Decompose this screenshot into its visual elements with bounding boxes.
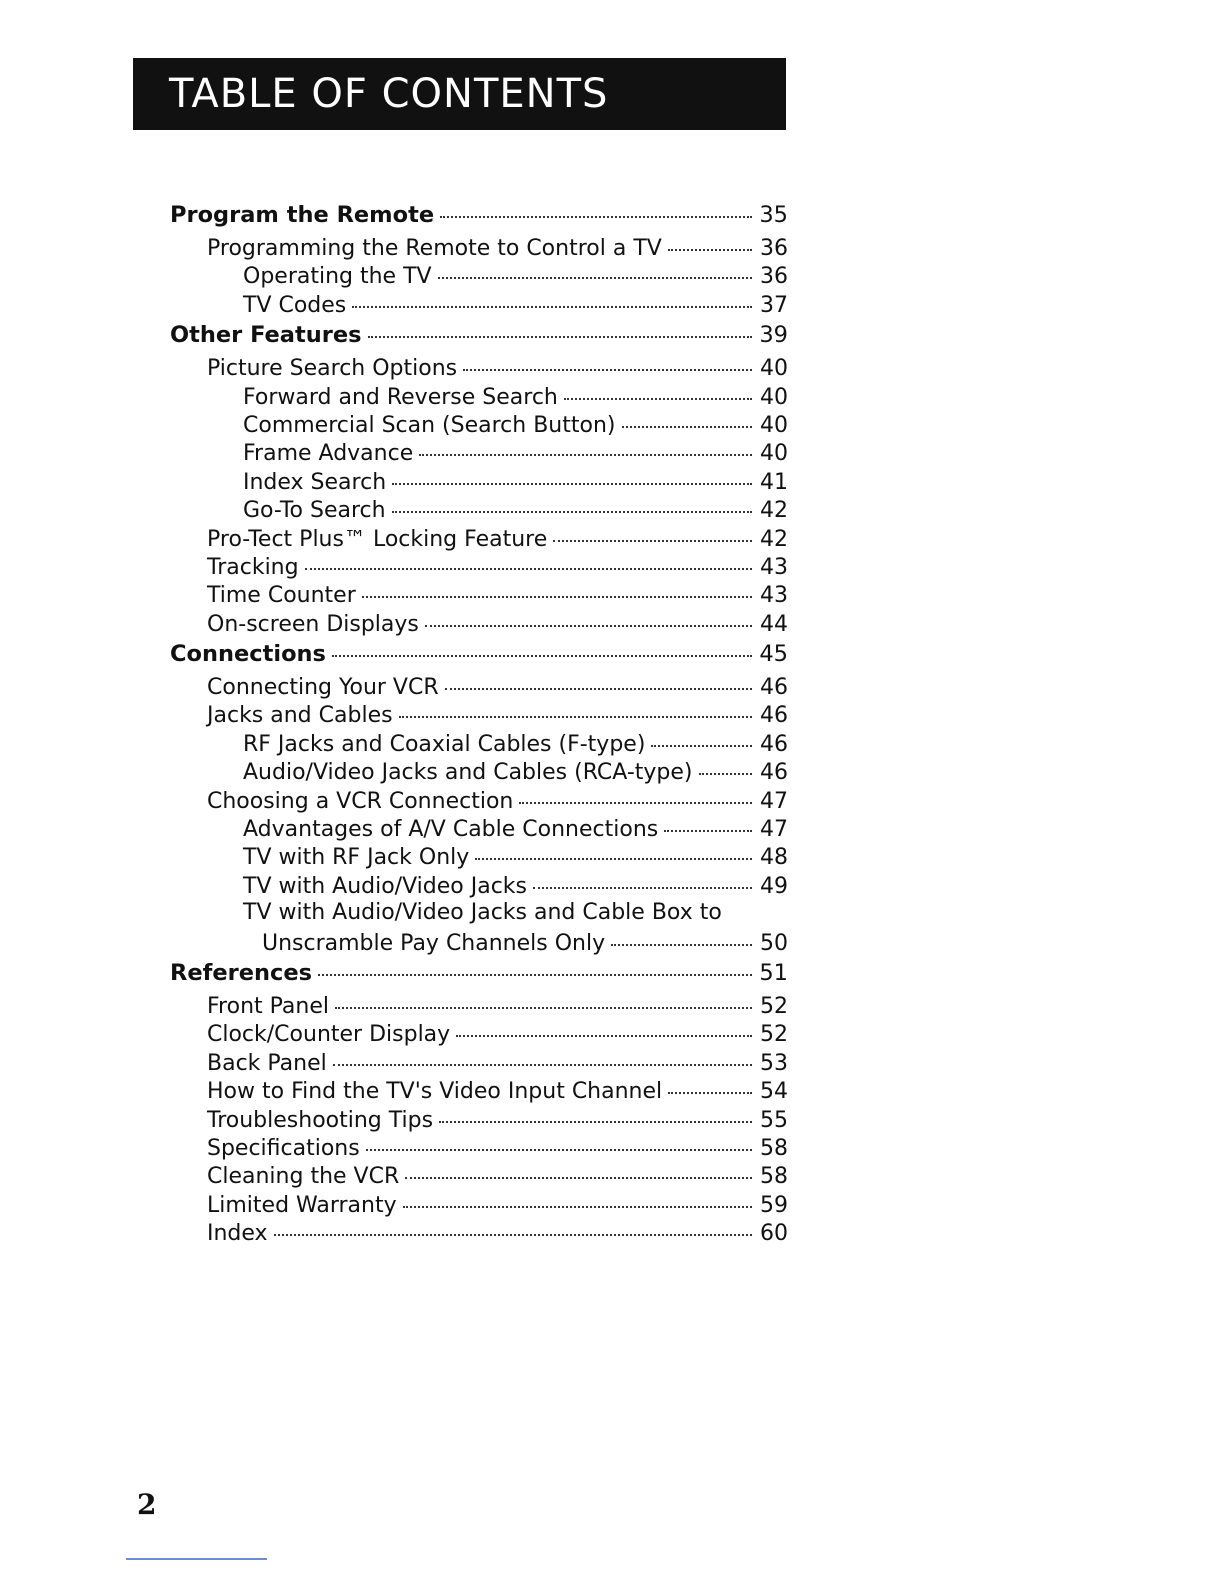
toc-entry-label: Commercial Scan (Search Button) (243, 412, 616, 438)
toc-entry-label: Advantages of A/V Cable Connections (243, 817, 659, 843)
toc-entry-label: Frame Advance (243, 441, 414, 467)
toc-entry[interactable] (170, 871, 788, 899)
dot-leader (668, 229, 752, 251)
page-title: TABLE OF CONTENTS (169, 71, 609, 117)
toc-entry-label: On-screen Displays (207, 611, 419, 637)
toc-entry-label: Back Panel (207, 1050, 327, 1076)
toc-entry-page: 43 (760, 583, 788, 609)
toc-entry-page: 55 (760, 1107, 788, 1133)
dot-leader (445, 668, 752, 690)
toc-entry-page: 53 (760, 1050, 788, 1076)
dot-leader (425, 605, 752, 627)
dot-leader (440, 196, 752, 218)
toc-entry-page: 43 (760, 554, 788, 580)
dot-leader (553, 520, 752, 542)
dot-leader (405, 1157, 752, 1179)
dot-leader (664, 810, 752, 832)
toc-entry-label: Go-To Search (243, 498, 386, 524)
toc-entry-label: TV with Audio/Video Jacks (243, 873, 527, 899)
toc-entry-label: Front Panel (207, 993, 329, 1019)
header-bar (133, 58, 786, 130)
toc-entry-label: Time Counter (207, 583, 356, 609)
toc-entry-page: 50 (760, 930, 788, 956)
toc-entry-label: Clock/Counter Display (207, 1022, 451, 1048)
dot-leader (318, 954, 752, 976)
toc-section-heading[interactable] (170, 318, 788, 353)
toc-entry-page: 52 (760, 993, 788, 1019)
toc-entry-label: TV with RF Jack Only (243, 845, 470, 871)
toc-entry-label: Index Search (243, 469, 387, 495)
toc-entry-page: 40 (760, 441, 788, 467)
dot-leader (668, 1072, 752, 1094)
dot-leader (519, 782, 752, 804)
dot-leader (564, 378, 752, 400)
toc-entry-label: Limited Warranty (207, 1192, 397, 1218)
toc-entry-page: 41 (760, 469, 788, 495)
dot-leader (439, 1101, 752, 1123)
toc-entry[interactable] (170, 609, 788, 637)
dot-leader (305, 548, 752, 570)
dot-leader (333, 1044, 752, 1066)
toc-entry-page: 52 (760, 1022, 788, 1048)
toc-entry-page: 60 (760, 1221, 788, 1247)
toc-entry-page: 49 (760, 873, 788, 899)
toc-entry-page: 58 (760, 1135, 788, 1161)
dot-leader (335, 987, 752, 1009)
dot-leader (366, 1129, 752, 1151)
toc-entry-page: 58 (760, 1164, 788, 1190)
toc-entry-page: 36 (760, 236, 788, 261)
toc-entry-label: RF Jacks and Coaxial Cables (F-type) (243, 731, 646, 757)
dot-leader (332, 635, 752, 657)
toc-entry-label: Picture Search Options (207, 356, 458, 382)
toc-entry-page: 46 (760, 760, 788, 786)
toc-entry-label: References (170, 959, 312, 986)
dot-leader (438, 257, 752, 279)
toc-entry-page: 40 (760, 356, 788, 382)
toc-entry-page: 40 (760, 412, 788, 438)
dot-leader (403, 1186, 752, 1208)
dot-leader (274, 1214, 752, 1236)
toc-entry-label: Connecting Your VCR (207, 675, 439, 701)
dot-leader (699, 753, 753, 775)
toc-entry-label: Programming the Remote to Control a TV (207, 236, 662, 261)
toc-entry-page: 59 (760, 1192, 788, 1218)
toc-entry-page: 48 (760, 845, 788, 871)
toc-entry-label: Tracking (207, 554, 299, 580)
toc-entry-label: Cleaning the VCR (207, 1164, 400, 1190)
toc-entry-label: Pro-Tect Plus™ Locking Feature (207, 526, 548, 552)
toc-entry-label: Choosing a VCR Connection (207, 788, 514, 814)
toc-entry-page: 42 (760, 526, 788, 552)
toc-entry-label: TV Codes (243, 292, 347, 318)
toc-section-heading[interactable] (170, 637, 788, 672)
toc-entry-page: 40 (760, 384, 788, 410)
dot-leader (392, 463, 752, 485)
dot-leader (352, 286, 752, 308)
dot-leader (362, 576, 752, 598)
dot-leader (475, 838, 752, 860)
toc-entry-page: 47 (760, 788, 788, 814)
toc-entry-label: Operating the TV (243, 264, 432, 290)
toc-entry-label: Program the Remote (170, 202, 435, 228)
toc-entry-label: Forward and Reverse Search (243, 384, 558, 410)
dot-leader (456, 1015, 752, 1037)
dot-leader (611, 924, 752, 946)
toc-entry-page: 35 (759, 202, 788, 228)
toc-entry-page: 47 (760, 817, 788, 843)
toc-entry-label: Specifications (207, 1135, 360, 1161)
page-number: 2 (137, 1488, 157, 1521)
dot-leader (399, 696, 752, 718)
toc-entry-page: 44 (760, 611, 788, 637)
toc-entry[interactable] (170, 290, 788, 318)
toc-entry[interactable] (170, 729, 788, 757)
toc-section-heading[interactable] (170, 198, 788, 233)
dot-leader (533, 867, 752, 889)
toc-entry-page: 45 (759, 641, 788, 668)
toc-entry-page: 46 (760, 675, 788, 701)
bottom-rule (126, 1558, 267, 1560)
toc-entry-label: Jacks and Cables (207, 703, 393, 729)
toc-entry-label: How to Find the TV's Video Input Channel (207, 1079, 663, 1105)
toc-entry-page: 42 (760, 498, 788, 524)
toc-entry-page: 36 (760, 264, 788, 290)
toc-entry-page: 46 (760, 703, 788, 729)
toc-entry-label: Other Features (170, 322, 362, 349)
toc-entry-label: Index (207, 1221, 268, 1247)
toc-entry-page: 39 (759, 322, 788, 349)
dot-leader (651, 725, 752, 747)
toc-entry[interactable] (170, 928, 788, 956)
toc-entry[interactable] (170, 1218, 788, 1246)
toc-entry-label: TV with Audio/Video Jacks and Cable Box to (243, 900, 722, 926)
toc-entry-page: 37 (760, 292, 788, 318)
toc-entry-label: Connections (170, 641, 326, 668)
toc-entry-label: Audio/Video Jacks and Cables (RCA-type) (243, 760, 693, 786)
dot-leader (463, 349, 752, 371)
dot-leader (419, 434, 752, 456)
dot-leader (622, 406, 753, 428)
dot-leader (392, 491, 752, 513)
toc-entry-label: Unscramble Pay Channels Only (262, 930, 606, 956)
toc-entry-page: 51 (759, 959, 788, 986)
toc-entry-page: 54 (760, 1079, 788, 1105)
toc-entry-label: Troubleshooting Tips (207, 1107, 434, 1133)
table-of-contents (170, 198, 788, 1247)
dot-leader (368, 316, 752, 338)
toc-entry-page: 46 (760, 731, 788, 757)
toc-section-heading[interactable] (170, 956, 788, 991)
